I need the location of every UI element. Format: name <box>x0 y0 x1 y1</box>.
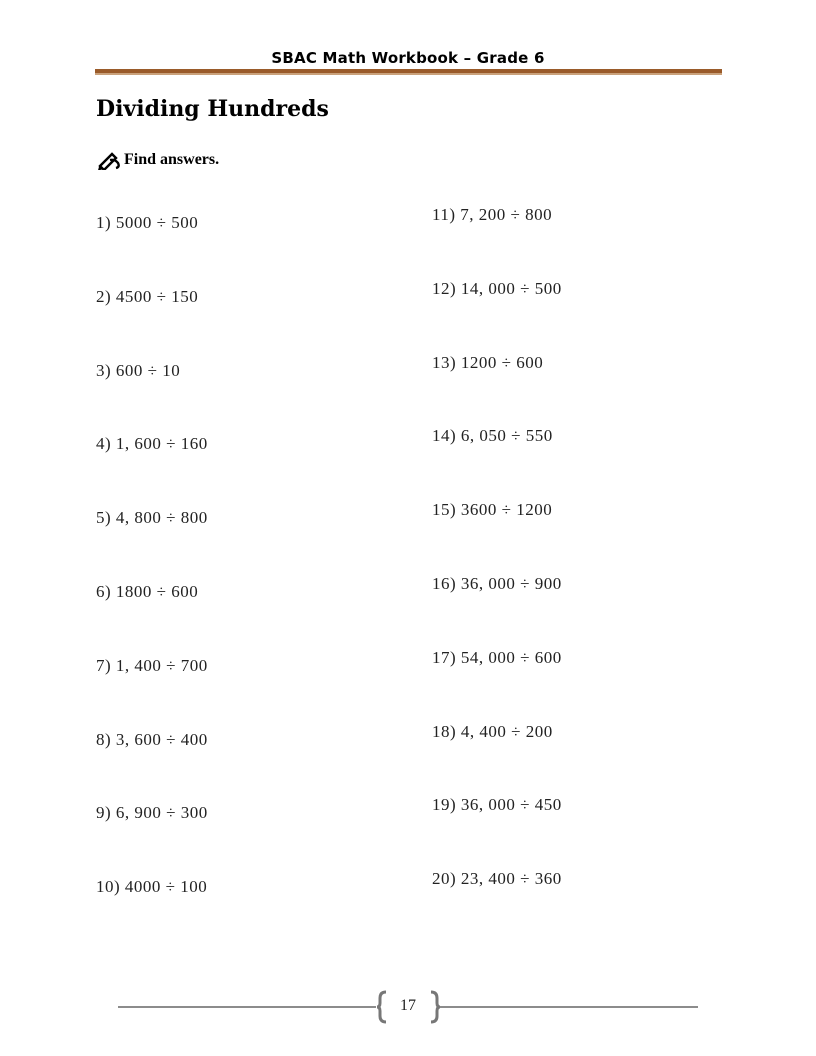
problem-number: 9) <box>96 803 112 823</box>
problem-item <box>96 434 208 454</box>
problem-number: 6) <box>96 582 112 601</box>
problem-expression: 600 ÷ 10 <box>115 360 181 380</box>
problem-expression: 1, 400 ÷ 700 <box>115 655 208 675</box>
problem-item <box>432 426 553 446</box>
problem-item <box>432 205 552 225</box>
problem-item <box>96 730 208 750</box>
problem-expression: 36, 000 ÷ 450 <box>460 795 562 815</box>
problem-expression: 1800 ÷ 600 <box>115 582 199 601</box>
problem-expression: 6, 900 ÷ 300 <box>115 803 208 823</box>
problem-expression: 5000 ÷ 500 <box>115 213 199 232</box>
problem-number: 5) <box>96 508 112 528</box>
problem-number: 18) <box>432 721 457 741</box>
pencil-icon <box>98 150 122 170</box>
problem-number: 16) <box>432 574 457 593</box>
problem-number: 11) <box>432 205 456 224</box>
problem-expression: 1200 ÷ 600 <box>460 352 544 372</box>
problem-item <box>432 795 562 815</box>
problem-item <box>96 803 208 823</box>
problem-item <box>432 500 552 520</box>
problem-number: 20) <box>432 869 457 889</box>
problem-number: 4) <box>96 434 112 454</box>
problem-number: 13) <box>432 352 457 372</box>
workbook-header-title: SBAC Math Workbook – Grade 6 <box>271 49 545 67</box>
problem-number: 17) <box>432 647 457 667</box>
problem-item <box>96 582 198 602</box>
problem-item <box>432 869 562 889</box>
problem-expression: 3600 ÷ 1200 <box>460 500 553 520</box>
header-divider <box>95 69 722 75</box>
footer-divider-left <box>118 1006 376 1008</box>
problem-number: 19) <box>432 795 457 815</box>
page-title: Dividing Hundreds <box>96 96 329 122</box>
problem-item <box>96 361 180 381</box>
problem-item <box>96 213 198 233</box>
problem-number: 2) <box>96 286 112 306</box>
problem-item <box>432 574 562 594</box>
problem-expression: 54, 000 ÷ 600 <box>460 647 562 667</box>
problem-number: 14) <box>432 426 457 446</box>
footer-divider-right <box>440 1006 698 1008</box>
instruction <box>98 150 219 170</box>
problem-number: 10) <box>96 877 121 897</box>
problem-expression: 23, 400 ÷ 360 <box>460 869 562 889</box>
problem-expression: 4000 ÷ 100 <box>124 877 208 897</box>
problem-number: 1) <box>96 213 112 232</box>
problem-expression: 1, 600 ÷ 160 <box>115 434 208 454</box>
problem-expression: 6, 050 ÷ 550 <box>460 426 553 446</box>
problem-expression: 4, 800 ÷ 800 <box>115 508 208 528</box>
problem-number: 8) <box>96 729 112 749</box>
problem-item <box>432 648 562 668</box>
problem-item <box>432 722 553 742</box>
problem-item <box>96 287 198 307</box>
problem-item <box>432 279 562 299</box>
right-brace-icon <box>429 990 441 1024</box>
instruction-text: Find answers. <box>124 151 220 168</box>
problem-number: 15) <box>432 500 457 520</box>
problem-expression: 14, 000 ÷ 500 <box>460 278 562 298</box>
problem-number: 3) <box>96 360 112 380</box>
problem-expression: 3, 600 ÷ 400 <box>115 729 208 749</box>
problem-expression: 4, 400 ÷ 200 <box>460 721 553 741</box>
problem-expression: 4500 ÷ 150 <box>115 286 199 306</box>
page-number: 17 <box>400 997 416 1014</box>
problem-item <box>96 508 208 528</box>
problem-number: 12) <box>432 278 457 298</box>
problem-expression: 7, 200 ÷ 800 <box>460 205 553 224</box>
problem-item <box>96 877 207 897</box>
problem-item <box>432 353 543 373</box>
problem-item <box>96 656 208 676</box>
problem-number: 7) <box>96 655 112 675</box>
problem-expression: 36, 000 ÷ 900 <box>460 574 562 593</box>
